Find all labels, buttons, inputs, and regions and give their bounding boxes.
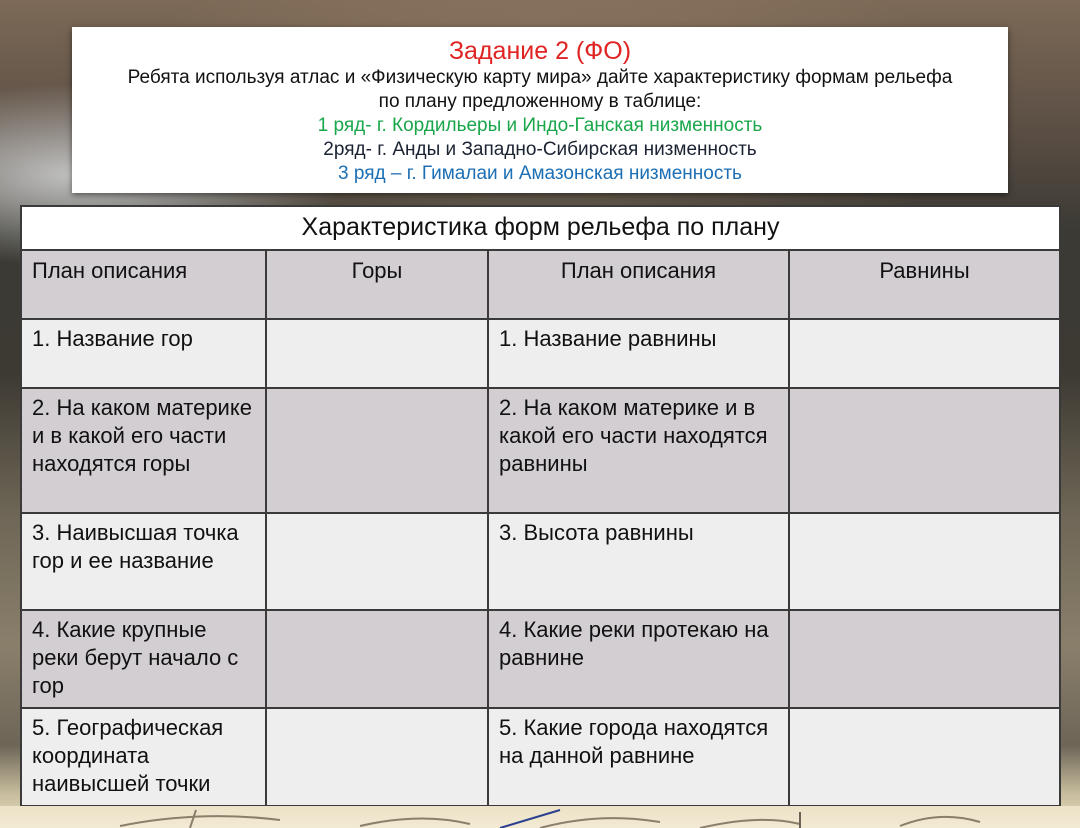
plain-plan-cell: 5. Какие города находятся на данной равнине <box>488 708 789 806</box>
relief-plan-table <box>20 205 1061 807</box>
mountain-plan-cell: 3. Наивысшая точка гор и ее название <box>21 513 266 610</box>
task-instruction-line2: по плану предложенному в таблице: <box>378 91 702 112</box>
plains-answer-cell[interactable] <box>789 319 1060 388</box>
table-row <box>21 708 1060 806</box>
task-instruction-line1: Ребята используя атлас и «Физическую карту мира» дайте характеристику формам рельефа <box>127 67 953 88</box>
task-row-3: 3 ряд – г. Гималаи и Амазонская низменность <box>338 163 742 184</box>
mountains-answer-cell[interactable] <box>266 388 488 513</box>
table-row <box>21 319 1060 388</box>
task-box <box>72 27 1008 193</box>
task-row-1: 1 ряд- г. Кордильеры и Индо-Ганская низменность <box>317 115 763 136</box>
header-plains: Равнины <box>789 250 1060 319</box>
mountain-plan-cell: 2. На каком материке и в какой его части находятся горы <box>21 388 266 513</box>
mountains-answer-cell[interactable] <box>266 319 488 388</box>
mountain-plan-cell: 5. Географическая координата наивысшей точки <box>21 708 266 806</box>
plains-answer-cell[interactable] <box>789 708 1060 806</box>
mountain-plan-cell: 1. Название гор <box>21 319 266 388</box>
plain-plan-cell: 3. Высота равнины <box>488 513 789 610</box>
header-mountains: Горы <box>266 250 488 319</box>
table-caption: Характеристика форм рельефа по плану <box>21 206 1060 250</box>
plains-answer-cell[interactable] <box>789 513 1060 610</box>
plains-answer-cell[interactable] <box>789 388 1060 513</box>
mountains-answer-cell[interactable] <box>266 513 488 610</box>
mountains-answer-cell[interactable] <box>266 708 488 806</box>
mountains-answer-cell[interactable] <box>266 610 488 708</box>
mountain-plan-cell: 4. Какие крупные реки берут начало с гор <box>21 610 266 708</box>
task-row-2: 2ряд- г. Анды и Западно-Сибирская низменность <box>323 139 757 160</box>
task-title: Задание 2 (ФО) <box>448 37 632 65</box>
table-row <box>21 388 1060 513</box>
plain-plan-cell: 4. Какие реки протекаю на равнине <box>488 610 789 708</box>
table-row <box>21 610 1060 708</box>
header-mountain-plan: План описания <box>21 250 266 319</box>
plain-plan-cell: 1. Название равнины <box>488 319 789 388</box>
decorative-bottom-strip <box>0 806 1080 828</box>
plain-plan-cell: 2. На каком материке и в какой его части находятся равнины <box>488 388 789 513</box>
header-plain-plan: План описания <box>488 250 789 319</box>
plains-answer-cell[interactable] <box>789 610 1060 708</box>
decorative-sketch-lines <box>0 806 1080 828</box>
table-row <box>21 513 1060 610</box>
